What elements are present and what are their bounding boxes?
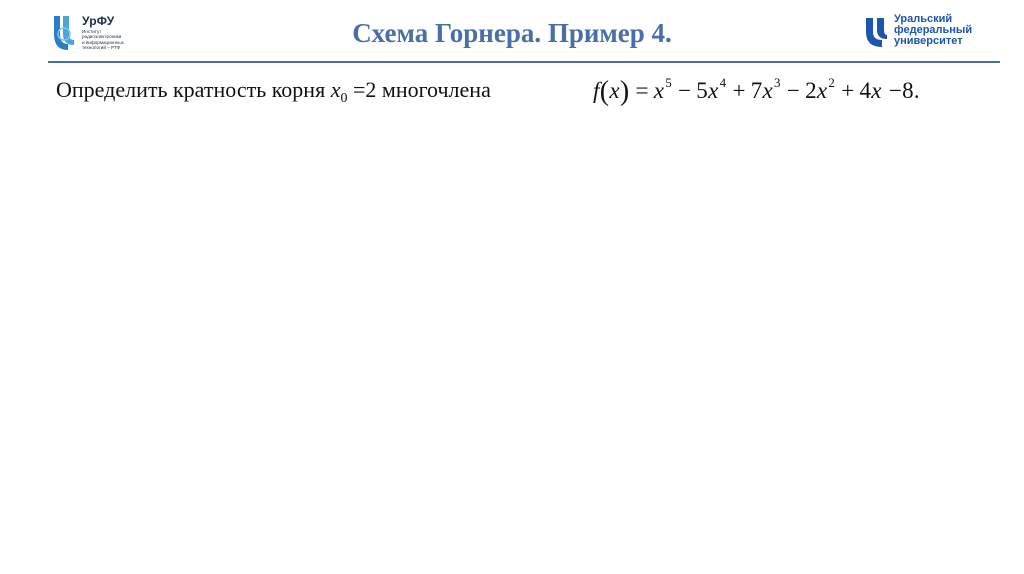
university-name: Уральский федеральный университет <box>894 13 973 47</box>
term-4: + 4x <box>841 78 882 103</box>
function-arg: x <box>609 78 620 103</box>
header-divider <box>48 61 1000 63</box>
polynomial-formula: $f(x) = x^5 - 5x^4 + 7x^3 - 2x^2 + 4x -8$. <box>593 75 920 107</box>
ural-federal-university-logo <box>864 14 984 54</box>
root-subscript: 0 <box>340 91 348 106</box>
term-2: + $7x^3$ <box>732 75 781 103</box>
root-variable: x <box>330 77 341 102</box>
term-1: − $5x^4$ <box>678 75 727 103</box>
term-3: − $2x^2$ <box>786 75 836 103</box>
slide-title: Схема Горнера. Пример 4. <box>352 18 672 48</box>
problem-statement <box>56 77 491 107</box>
statement-tail: многочлена <box>381 77 491 102</box>
function-name: f <box>593 78 600 103</box>
university-emblem-icon <box>864 16 888 48</box>
urfu-brand-label: УрФУ <box>82 14 115 28</box>
root-value: =2 <box>352 77 377 102</box>
term-0: = $x^5$ <box>635 75 673 103</box>
institute-subtitle: Институт радиоэлектроники и информационных технологий – РТФ <box>82 29 124 51</box>
formula-tail: −8. <box>888 78 920 103</box>
statement-text: Определить кратность корня <box>56 77 326 102</box>
